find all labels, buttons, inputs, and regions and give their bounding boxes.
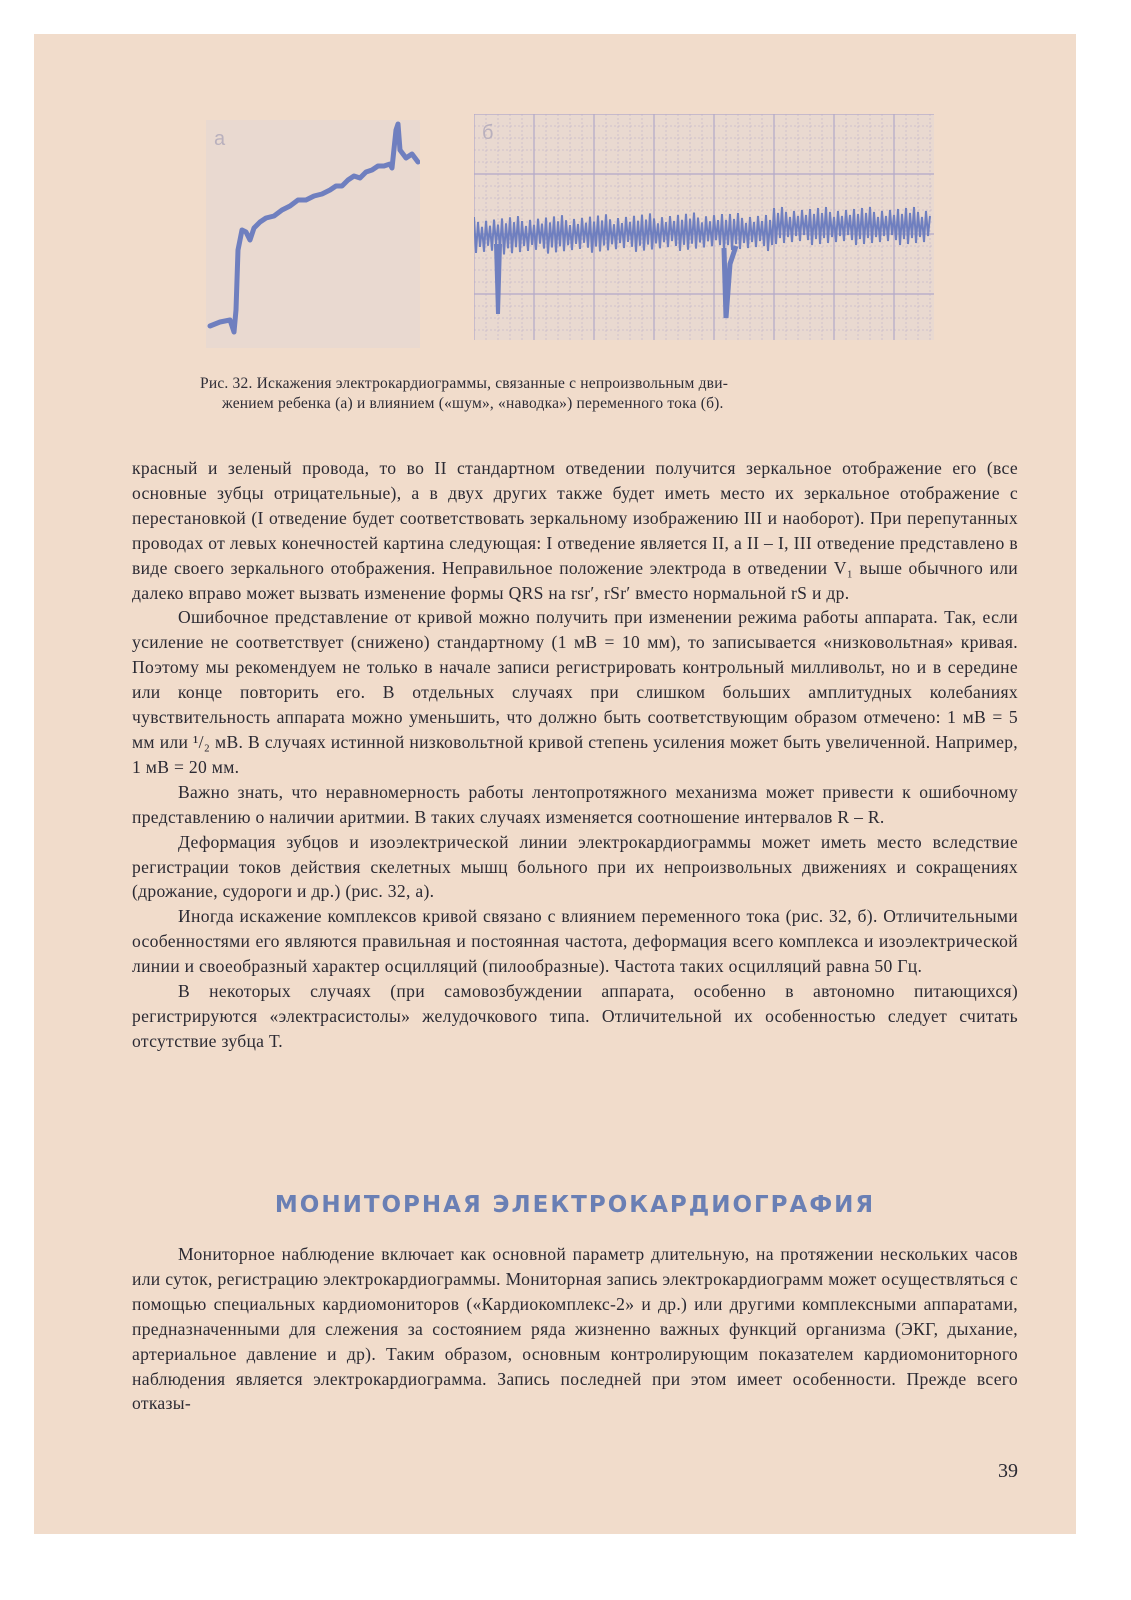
caption-line-2: жением ребенка (а) и влиянием («шум», «наводка») переменного тока (б). [222,395,724,412]
paragraph: красный и зеленый провода, то во II стандартном отведении получится зеркальное отображение его (все основные зубцы отрицательные), а в двух других также будет иметь место их зеркальное отображение с перестановкой (I отведение будет соответствовать зеркальному изображению III и наоборот). При перепутанных проводах от левых конечностей картина следующая: I отведение является II, а II – I, III отведение представлено в виде своего зеркального отображения. Неправильное положение электрода в отведении V₁ выше обычного или далеко вправо может вызвать изменение формы QRS на rsr′, rSr′ вместо нормальной rS и др. [132,458,1018,603]
figure-panel-b [474,114,934,340]
paragraph: Важно знать, что неравномерность работы лентопротяжного механизма может привести к ошибочному представлению о наличии аритмии. В таких случаях изменяется соотношение интервалов R – R. [132,781,1018,827]
body-text [132,456,1018,1054]
paragraph: Деформация зубцов и изоэлектрической линии электрокардиограммы может иметь место вследствие регистрации токов действия скелетных мышц больного при их непроизвольных движениях и сокращениях (дрожание, судороги и др.) (рис. 32, а). [132,831,1018,902]
paragraph: Ошибочное представление от кривой можно получить при изменении режима работы аппарата. Так, если усиление не соответствует (снижено) стандартному (1 мВ = 10 мм), то записывается «низковольтная» кривая. Поэтому мы рекомендуем не только в начале записи регистрировать контрольный милливольт, но и в середине или конце повторить его. В отдельных случаях при слишком больших амплитудных колебаниях чувствительность аппарата можно уменьшить, что должно быть соответствующим образом отмечено: 1 мВ = 5 мм или ¹/₂ мВ. В случаях истинной низковольтной кривой степень усиления может быть увеличенной. Например, 1 мВ = 20 мм. [132,607,1018,777]
ecg-trace-b [474,114,934,340]
figure-panel-a [206,120,420,348]
section-heading: МОНИТОРНАЯ ЭЛЕКТРОКАРДИОГРАФИЯ [274,1192,876,1218]
figure-caption [200,374,940,414]
paragraph: В некоторых случаях (при самовозбуждении аппарата, особенно в автономно питающихся) регистрируются «электрасистолы» желудочкового типа. Отличительной их особенностью следует считать отсутствие зубца Т. [132,981,1018,1051]
caption-line-1: Рис. 32. Искажения электрокардиограммы, связанные с непроизвольным дви- [200,375,729,392]
paragraph: Мониторное наблюдение включает как основной параметр длительную, на протяжении нескольких часов или суток, регистрацию электрокардиограммы. Мониторная запись электрокардиограмм может осуществляться с помощью специальных кардиомониторов («Кардиокомплекс-2» и др.) или другими комплексными аппаратами, предназначенными для слежения за состоянием ряда жизненно важных функций организма (ЭКГ, дыхание, артериальное давление и др). Таким образом, основным контролирующим показателем кардиомониторного наблюдения является электрокардиограмма. Запись последней при этом имеет особенности. Прежде всего отказы- [132,1244,1018,1414]
panel-b-letter: б [482,122,494,144]
panel-a-letter: а [214,128,226,150]
paragraph: Иногда искажение комплексов кривой связано с влиянием переменного тока (рис. 32, б). Отличительными особенностями его являются правильная и постоянная частота, деформация всего комплекса и изоэлектрической линии и своеобразный характер осцилляций (пилообразные). Частота таких осцилляций равна 50 Гц. [132,906,1018,977]
book-page [34,34,1076,1534]
page-number: 39 [998,1460,1018,1482]
section-body-text [132,1242,1018,1416]
ecg-trace-a [206,120,420,348]
